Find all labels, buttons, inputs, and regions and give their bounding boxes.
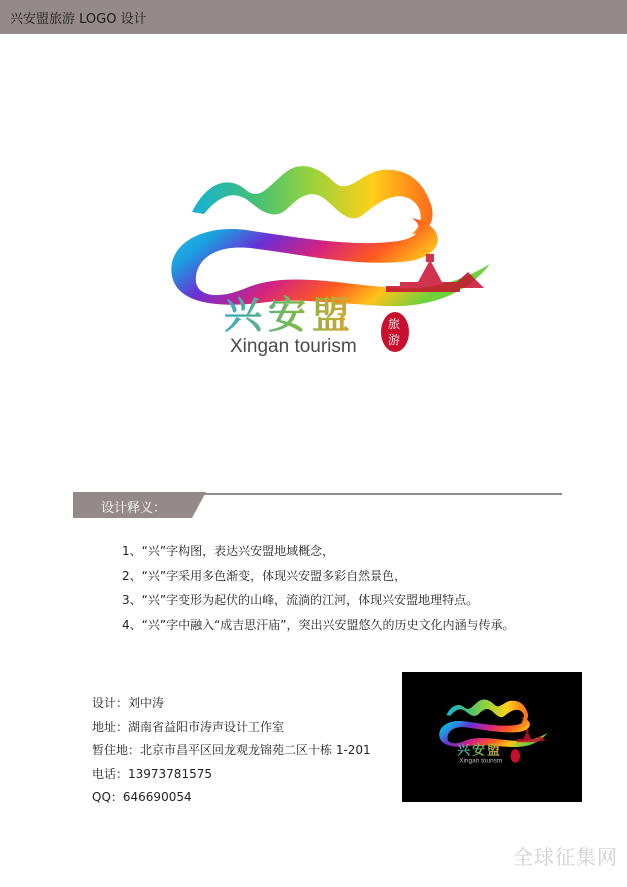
logo-english-name: Xingan tourism bbox=[459, 757, 503, 765]
design-notes-list bbox=[122, 545, 515, 643]
logo-chinese-name: 兴安盟 bbox=[457, 743, 503, 759]
section-tab bbox=[73, 492, 206, 518]
seal-char-1: 旅 bbox=[388, 317, 401, 331]
designer-line: 设计：刘中涛 bbox=[92, 696, 165, 710]
section-divider bbox=[200, 493, 562, 495]
qq-line: QQ：646690054 bbox=[92, 790, 192, 804]
note-item: 1、“兴”字构图，表达兴安盟地域概念， bbox=[122, 544, 335, 558]
page-title: 兴安盟旅游 LOGO 设计 bbox=[10, 12, 147, 27]
river-ribbon bbox=[439, 717, 547, 747]
phone-line: 电话：13973781575 bbox=[92, 766, 212, 781]
watermark-text: 全球征集网 bbox=[513, 845, 618, 869]
seal-stamp bbox=[381, 312, 409, 352]
residence-line: 暂住地：北京市昌平区回龙观龙锦苑二区十栋 1-201 bbox=[92, 743, 371, 757]
logo-english-name: Xingan tourism bbox=[230, 336, 357, 357]
mountain-ribbon bbox=[446, 699, 528, 722]
seal-char-2: 游 bbox=[388, 333, 401, 347]
seal-stamp bbox=[511, 749, 521, 763]
header-bar bbox=[0, 0, 627, 34]
section-title: 设计释义： bbox=[101, 501, 167, 516]
note-item: 3、“兴”字变形为起伏的山峰，流淌的江河，体现兴安盟地理特点。 bbox=[122, 593, 479, 607]
address-line: 地址：湖南省益阳市涛声设计工作室 bbox=[92, 719, 285, 734]
note-item: 4、“兴”字中融入“成吉思汗庙”，突出兴安盟悠久的历史文化内涵与传承。 bbox=[122, 617, 515, 632]
note-item: 2、“兴”字采用多色渐变，体现兴安盟多彩自然景色， bbox=[122, 568, 407, 583]
mountain-ribbon bbox=[192, 166, 433, 234]
contact-info bbox=[92, 697, 371, 815]
logo-chinese-name: 兴安盟 bbox=[224, 292, 357, 337]
logo-dark-variant bbox=[402, 672, 582, 802]
main-logo bbox=[150, 150, 510, 370]
